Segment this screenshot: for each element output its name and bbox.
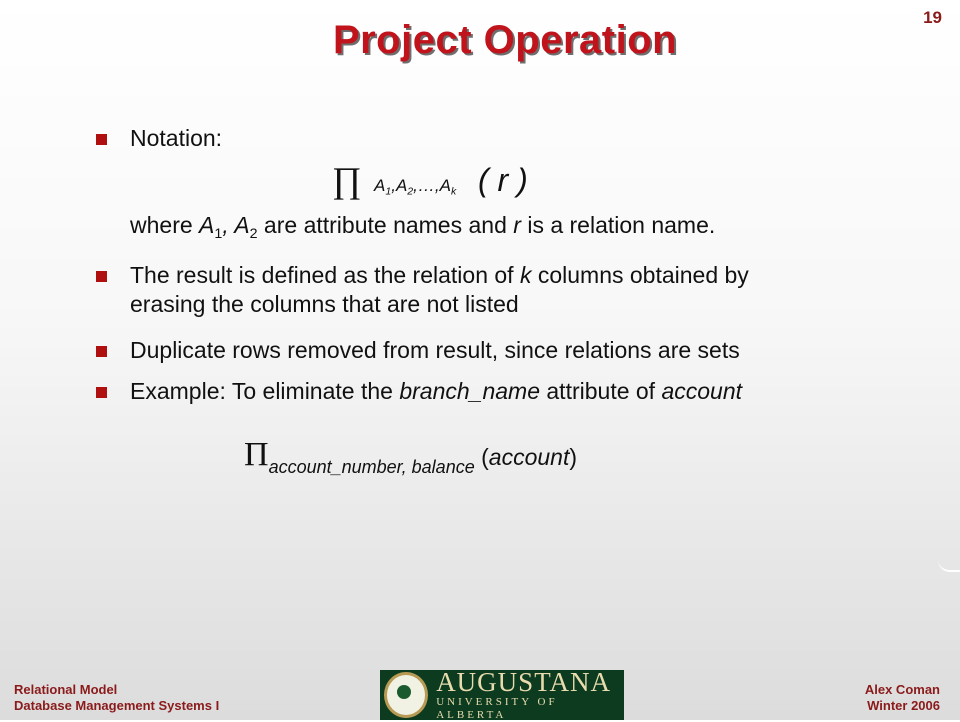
bullet-text: Example: To eliminate the branch_name attribute of account <box>130 378 743 404</box>
bullet-square-icon <box>96 346 107 357</box>
pi-symbol: Π <box>244 436 269 473</box>
slide-title: Project Operation <box>332 18 678 62</box>
bullet-text: Notation: <box>130 125 223 151</box>
formula-subscript: $A_1,A_2,\dots,A_k$ <box>374 176 457 198</box>
where-line: where $A_1$, $A_2$ are attribute names and r is a relation name. <box>130 212 716 242</box>
example-subscript: account_number, balance <box>268 457 475 477</box>
formula-argument: ( r ) <box>478 162 528 198</box>
notation-formula <box>332 160 532 208</box>
example-argument: account <box>488 444 570 470</box>
bullet-text: The result is defined as the relation of k columns obtained by erasing the columns that are not listed <box>130 262 749 317</box>
term: Winter 2006 <box>867 698 940 713</box>
slide-number: 19 <box>923 8 942 27</box>
footer-right <box>865 682 940 714</box>
bullet-text: Duplicate rows removed from result, since relations are sets <box>130 337 740 363</box>
bullet-square-icon <box>96 271 107 282</box>
footer-left <box>14 682 219 714</box>
logo-name: AUGUSTANA <box>436 666 612 697</box>
decorative-swoosh <box>938 560 960 572</box>
bullet-square-icon <box>96 387 107 398</box>
course-topic: Relational Model <box>14 682 118 697</box>
university-seal-icon <box>384 672 428 718</box>
pi-symbol: ∏ <box>332 160 362 200</box>
author-name: Alex Coman <box>864 682 940 697</box>
logo-subtitle: UNIVERSITY OF ALBERTA <box>436 695 558 721</box>
augustana-logo <box>380 666 624 721</box>
bullet-square-icon <box>96 134 107 145</box>
example-formula: Πaccount_number, balance (account) <box>244 436 578 477</box>
course-name: Database Management Systems I <box>14 698 220 713</box>
